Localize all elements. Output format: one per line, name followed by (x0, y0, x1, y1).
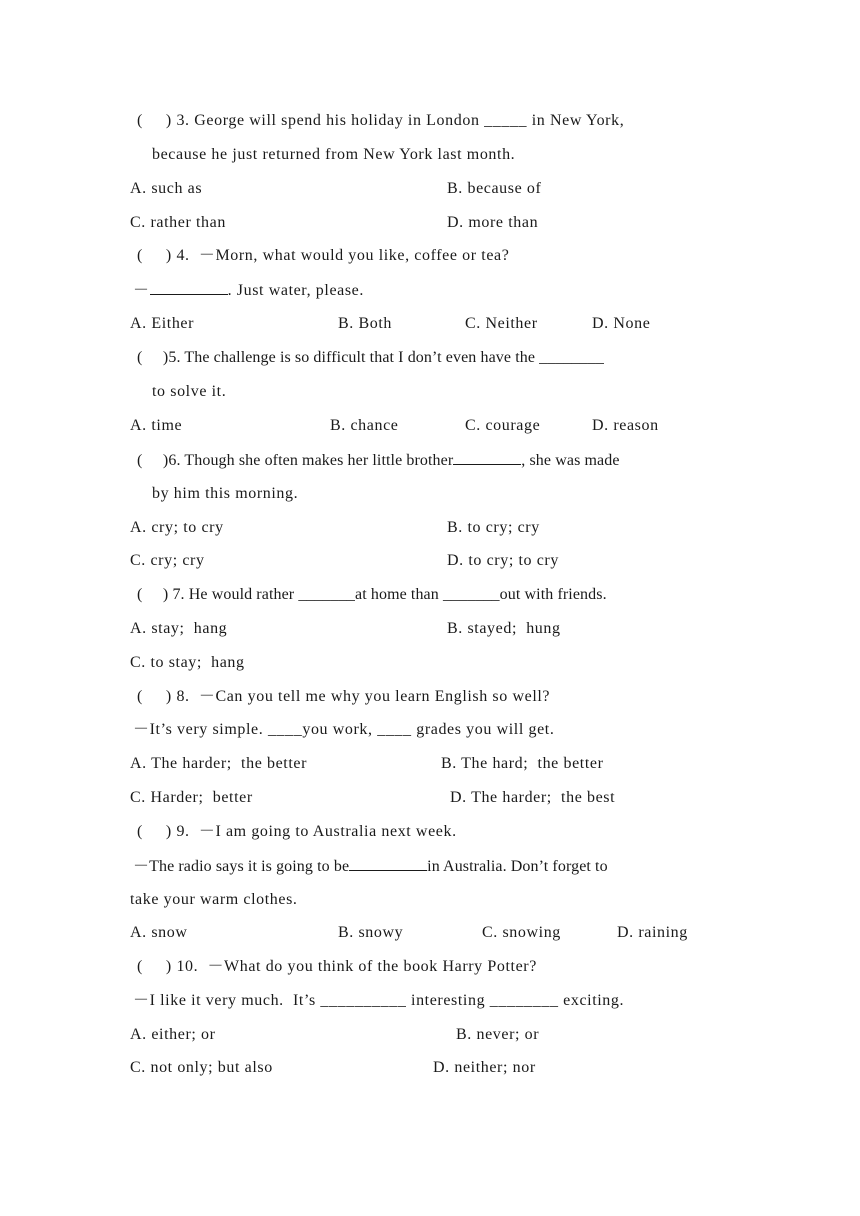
question-9-stem: ( ) 9. －I am going to Australia next week. (137, 823, 457, 840)
question-9-stem-cont (133, 856, 608, 877)
question-9-stem-end: in Australia. Don’t forget to (427, 858, 608, 875)
question-9-option-d: D. raining (617, 924, 688, 941)
question-5-option-c: C. courage (465, 417, 541, 434)
question-8-option-a: A. The harder; the better (130, 755, 308, 772)
question-8-option-c: C. Harder; better (130, 789, 253, 806)
question-4-option-d: D. None (592, 315, 651, 332)
question-5-option-d: D. reason (592, 417, 659, 434)
question-7-option-c: C. to stay; hang (130, 654, 245, 671)
question-8-stem-cont: －It’s very simple. ____you work, ____ grades you will get. (133, 721, 555, 738)
question-6-option-c: C. cry; cry (130, 552, 205, 569)
question-9-stem-cont-2: take your warm clothes. (130, 891, 298, 908)
question-9-stem-start: －The radio says it is going to be (133, 858, 350, 875)
question-4-option-b: B. Both (338, 315, 392, 332)
question-10-option-c: C. not only; but also (130, 1059, 273, 1076)
question-10-stem-cont: －I like it very much. It’s __________ interesting ________ exciting. (133, 992, 625, 1009)
question-10-option-b: B. never; or (456, 1026, 540, 1043)
question-6-blank (453, 450, 521, 465)
question-10-stem: ( ) 10. －What do you think of the book Harry Potter? (137, 958, 537, 975)
question-3-stem-cont: because he just returned from New York last month. (152, 146, 516, 163)
question-4-answer-text: . Just water, please. (227, 282, 364, 299)
question-8-option-d: D. The harder; the best (450, 789, 616, 806)
question-9-blank (349, 856, 427, 871)
question-6-stem (137, 450, 620, 471)
question-4-option-c: C. Neither (465, 315, 538, 332)
question-9-option-b: B. snowy (338, 924, 404, 941)
question-7-option-b: B. stayed; hung (447, 620, 561, 637)
question-10-option-d: D. neither; nor (433, 1059, 536, 1076)
question-5-option-b: B. chance (330, 417, 399, 434)
question-3-option-a: A. such as (130, 180, 203, 197)
question-8-option-b: B. The hard; the better (441, 755, 604, 772)
question-7-stem: ( ) 7. He would rather _______at home than _______out with friends. (137, 586, 607, 603)
question-6-option-b: B. to cry; cry (447, 519, 540, 536)
question-3-option-d: D. more than (447, 214, 539, 231)
question-9-option-c: C. snowing (482, 924, 561, 941)
question-6-stem-start: ( )6. Though she often makes her little brother (137, 452, 454, 469)
question-5-stem-cont: to solve it. (152, 383, 227, 400)
question-6-stem-cont: by him this morning. (152, 485, 299, 502)
question-10-option-a: A. either; or (130, 1026, 216, 1043)
question-8-stem: ( ) 8. －Can you tell me why you learn English so well? (137, 688, 551, 705)
question-4-stem: ( ) 4. －Morn, what would you like, coffee or tea? (137, 247, 510, 264)
question-4-answer-line (133, 280, 364, 301)
question-3-option-b: B. because of (447, 180, 542, 197)
question-4-blank (150, 280, 228, 295)
question-3-option-c: C. rather than (130, 214, 226, 231)
question-7-option-a: A. stay; hang (130, 620, 228, 637)
question-5-option-a: A. time (130, 417, 183, 434)
question-9-option-a: A. snow (130, 924, 188, 941)
question-4-option-a: A. Either (130, 315, 195, 332)
question-3-stem: ( ) 3. George will spend his holiday in London _____ in New York, (137, 112, 625, 129)
question-4-dash: － (133, 282, 150, 299)
question-6-stem-end: , she was made (521, 452, 620, 469)
question-6-option-a: A. cry; to cry (130, 519, 224, 536)
question-6-option-d: D. to cry; to cry (447, 552, 559, 569)
question-5-stem: ( )5. The challenge is so difficult that I don’t even have the ________ (137, 349, 604, 366)
